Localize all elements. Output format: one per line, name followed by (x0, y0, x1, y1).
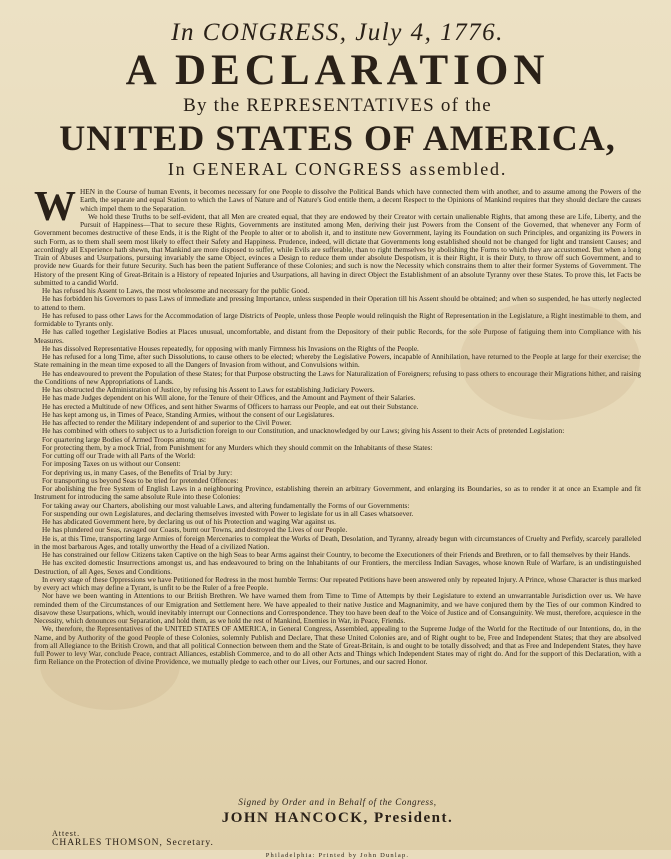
paragraph: He has dissolved Representative Houses repeatedly, for opposing with manly Firmness his Invasions on the Rights of the People. (42, 343, 419, 353)
paragraph: He has excited domestic Insurrections amongst us, and has endeavoured to bring on the Inhabitants of our Frontiers, the merciless Indian Savages, whose known Rule of Warfare, is an undistinguished Destruction, of all Ages, Sexes and Conditions. (34, 558, 641, 576)
president-signature: JOHN HANCOCK, President. (221, 810, 454, 826)
declaration-body (34, 188, 641, 794)
paragraph: He has refused his Assent to Laws, the most wholesome and necessary for the public Good. (42, 286, 310, 295)
heading-general-congress: In GENERAL CONGRESS assembled. (167, 159, 508, 179)
paragraph: We, therefore, the Representatives of the UNITED STATES OF AMERICA, in General Congress, Assembled, appealing to the Supreme Judge of the World for the Rectitude of our Intentions, do, in the Name, and by Authority of the good People of these Colonies, solemnly Publish and Declare, That these United Colonies are, and of Right ought to be, Free and Independent States; that they are absolved from all Allegiance to the British Crown, and that all political Connection between them and the State of Great-Britain, is and ought to be totally dissolved; and that as Free and Independent States, they have full Power to levy War, conclude Peace, contract Alliances, establish Commerce, and to do all other Acts and Things which Independent States may of right do. And for the support of this Declaration, with a firm Reliance on the Protection of divine Providence, we mutually pledge to each other our Lives, our Fortunes, and our sacred Honor. (34, 624, 641, 667)
heading-declaration: A DECLARATION (125, 47, 550, 94)
secretary-signature: CHARLES THOMSON, Secretary. (52, 838, 214, 848)
paragraph: He has forbidden his Governors to pass Laws of immediate and pressing Importance, unless suspended in their Operation till his Assent should be obtained; and when so suspended, he has utterly neglected to attend to them. (34, 294, 641, 312)
paragraph: Nor have we been wanting in Attentions to our British Brethren. We have warned them from Time to Time of Attempts by their Legislature to extend an unwarrantable Jurisdiction over us. We have reminded them of the Circumstances of our Emigration and Settlement here. We have appealed to their native Justice and Magnanimity, and we have conjured them by the Ties of our common Kindred to disavow these Usurpations, which, would inevitably interrupt our Connections and Correspondence. They too have been deaf to the Voice of Justice and of Consanguinity. We must, therefore, acquiesce in the Necessity, which denounces our Separation, and hold them, as we hold the rest of Mankind, Enemies in War, in Peace, Friends. (34, 591, 641, 625)
paragraph: For suspending our own Legislatures, and declaring themselves invested with Power to legislate for us in all Cases whatsoever. (42, 508, 414, 518)
heading-united-states: UNITED STATES OF AMERICA, (59, 118, 616, 158)
paragraph: He has obstructed the Administration of Justice, by refusing his Assent to Laws for establishing Judiciary Powers. (42, 385, 375, 394)
paragraph: We hold these Truths to be self-evident, that all Men are created equal, that they are endowed by their Creator with certain unalienable Rights, that among these are Life, Liberty, and the Pursuit of Happiness—That to secure these Rights, Governments are instituted among Men, deriving their just Powers from the Consent of the Governed, that whenever any Form of Government becomes destructive of these Ends, it is the Right of the People to alter or to abolish it, and to institute new Government, laying its Foundation on such Principles, and organizing its Powers in such Form, as to them shall seem most likely to effect their Safety and Happiness. Prudence, indeed, will dictate that Governments long established should not be changed for light and transient Causes; and accordingly all Experience hath shewn, that Mankind are more disposed to suffer, while Evils are sufferable, than to right themselves by abolishing the Forms to which they are accustomed. But when a long Train of Abuses and Usurpations, pursuing invariably the same Object, evinces a Design to reduce them under absolute Despotism, it is their Right, it is their Duty, to throw off such Government, and to provide new Guards for their future Security. Such has been the patient Sufferance of these Colonies; and such is now the Necessity which constrains them to alter their former Systems of Government. The History of the present King of Great-Britain is a History of repeated Injuries and Usurpations, all having in direct Object the Establishment of an absolute Tyranny over these States. To prove this, let Facts be submitted to a candid World. (34, 211, 641, 287)
paragraph: He has endeavoured to prevent the Population of these States; for that Purpose obstructing the Laws for Naturalization of Foreigners; refusing to pass others to encourage their Migrations hither, and raising the Conditions of new Appropriations of Lands. (34, 368, 641, 386)
drop-cap: W (34, 188, 76, 230)
attest-label: Attest. (52, 829, 81, 838)
paragraph: He has made Judges dependent on his Will alone, for the Tenure of their Offices, and the Amount and Payment of their Salaries. (42, 393, 416, 403)
paragraph: For quartering large Bodies of Armed Troops among us: (42, 434, 207, 444)
paragraph: He has abdicated Government here, by declaring us out of his Protection and waging War against us. (42, 517, 336, 526)
paragraph: For cutting off our Trade with all Parts of the World: (42, 451, 196, 460)
paragraph: HEN in the Course of human Events, it becomes necessary for one People to dissolve the Political Bands which have connected them with another, and to assume among the Powers of the Earth, the separate and equal Station to which the Laws of Nature and of Nature's God entitle them, a decent Respect to the Opinions of Mankind requires that they should declare the causes which impel them to the Separation. (80, 188, 641, 213)
paragraph: For taking away our Charters, abolishing our most valuable Laws, and altering fundamentally the Forms of our Governments: (42, 500, 410, 510)
paragraph: For transporting us beyond Seas to be tried for pretended Offences: (42, 475, 239, 485)
paragraph: He has affected to render the Military independent of and superior to the Civil Power. (42, 418, 292, 427)
paragraph: He has plundered our Seas, ravaged our Coasts, burnt our Towns, and destroyed the Lives of our People. (42, 525, 348, 535)
paragraph: He is, at this Time, transporting large Armies of foreign Mercenaries to compleat the Works of Death, Desolation, and Tyranny, already begun with circumstances of Cruelty and Perfidy, scarcely paralleled in the most barbarous Ages, and totally unworthy the Head of a civilized Nation. (34, 533, 641, 551)
signed-by-line: Signed by Order and in Behalf of the Congress, (238, 797, 437, 807)
printer-imprint: Philadelphia: Printed by John Dunlap. (265, 852, 410, 859)
paragraph: For imposing Taxes on us without our Consent: (42, 459, 181, 469)
paragraph: He has kept among us, in Times of Peace, Standing Armies, without the consent of our Legislatures. (42, 409, 335, 419)
paragraph: He has called together Legislative Bodies at Places unusual, uncomfortable, and distant from the Depository of their public Records, for the sole Purpose of fatiguing them into Compliance with his Measures. (34, 327, 641, 345)
heading-congress-date: In CONGRESS, July 4, 1776. (171, 19, 504, 46)
paragraph: For abolishing the free System of English Laws in a neighbouring Province, establishing therein an arbitrary Government, and enlarging its Boundaries, so as to render it at once an Example and fit Instrument for introducing the same absolute Rule into these Colonies: (34, 484, 641, 502)
paragraph: For depriving us, in many Cases, of the Benefits of Trial by Jury: (42, 467, 233, 477)
paragraph: He has constrained our fellow Citizens taken Captive on the high Seas to bear Arms against their Country, to become the Executioners of their Friends and Brethren, or to fall themselves by their Hands. (42, 550, 631, 559)
paragraph: He has refused for a long Time, after such Dissolutions, to cause others to be elected; whereby the Legislative Powers, incapable of Annihilation, have returned to the People at large for their exercise; the State remaining in the mean time exposed to all the Dangers of Invasion from without, and Convulsions within. (34, 352, 641, 370)
paragraph: For protecting them, by a mock Trial, from Punishment for any Murders which they should commit on the Inhabitants of these States: (42, 442, 433, 452)
paragraph: He has erected a Multitude of new Offices, and sent hither Swarms of Officers to harrass our People, and eat out their Substance. (42, 401, 419, 411)
paragraph: He has combined with others to subject us to a Jurisdiction foreign to our Constitution, and unacknowledged by our Laws; giving his Assent to their Acts of pretended Legislation: (42, 426, 565, 436)
paragraph: In every stage of these Oppressions we have Petitioned for Redress in the most humble Terms: Our repeated Petitions have been answered only by repeated Injury. A Prince, whose Character is thus marked by every act which may define a Tyrant, is unfit to be the Ruler of a free People. (34, 574, 641, 592)
heading-representatives: By the REPRESENTATIVES of the (183, 95, 492, 116)
paragraph: He has refused to pass other Laws for the Accommodation of large Districts of People, unless those People would relinquish the Right of Representation in the Legislature, a Right inestimable to them, and formidable to Tyrants only. (34, 310, 641, 328)
